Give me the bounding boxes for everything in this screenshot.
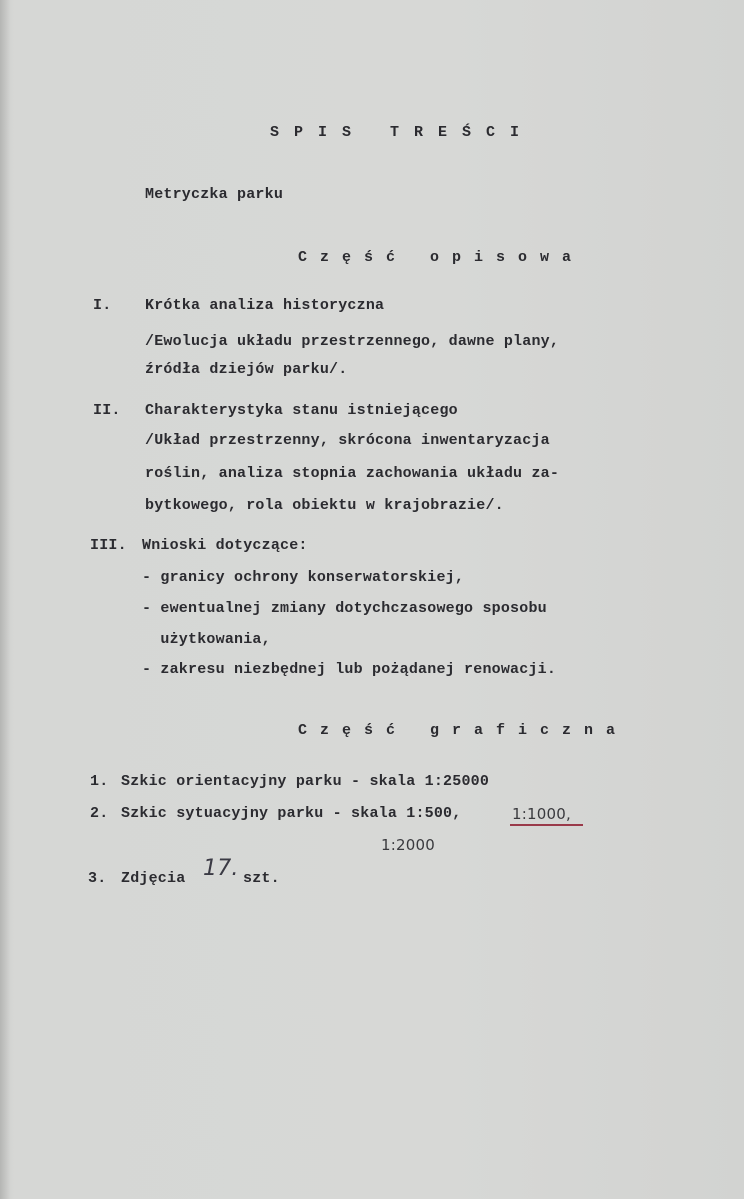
graphic-item-text: Szkic sytuacyjny parku - skala 1:500, bbox=[121, 805, 462, 822]
section-number: II. bbox=[93, 402, 121, 419]
section-line: źródła dziejów parku/. bbox=[145, 361, 348, 378]
section-number: III. bbox=[90, 537, 127, 554]
section-line: Krótka analiza historyczna bbox=[145, 297, 385, 314]
section-line: Charakterystyka stanu istniejącego bbox=[145, 402, 458, 419]
part-graphic-title: C z ę ś ć g r a f i c z n a bbox=[298, 722, 618, 739]
section-line: Wnioski dotyczące: bbox=[142, 537, 308, 554]
section-line: - ewentualnej zmiany dotychczasowego sposobu bbox=[142, 600, 547, 617]
graphic-item-number: 1. bbox=[90, 773, 109, 790]
section-line: - zakresu niezbędnej lub pożądanej renowacji. bbox=[142, 661, 557, 678]
handwritten-count: 17. bbox=[203, 856, 239, 881]
graphic-item-number: 3. bbox=[88, 870, 107, 887]
red-underline bbox=[510, 824, 583, 826]
page-edge-shadow bbox=[0, 0, 10, 1199]
graphic-item-scale-extra: 1:1000, bbox=[512, 805, 571, 823]
graphic-item-scale-extra: 1:2000 bbox=[381, 836, 435, 854]
graphic-item-text: Zdjęcia bbox=[121, 870, 186, 887]
graphic-item-text: Szkic orientacyjny parku - skala 1:25000 bbox=[121, 773, 490, 790]
section-line: użytkowania, bbox=[142, 631, 271, 648]
section-line: bytkowego, rola obiektu w krajobrazie/. bbox=[145, 497, 504, 514]
section-number: I. bbox=[93, 297, 112, 314]
graphic-item-text: szt. bbox=[243, 870, 280, 887]
graphic-item-number: 2. bbox=[90, 805, 109, 822]
section-line: /Ewolucja układu przestrzennego, dawne plany, bbox=[145, 333, 560, 350]
section-line: /Układ przestrzenny, skrócona inwentaryzacja bbox=[145, 432, 550, 449]
page-title: S P I S T R E Ś C I bbox=[270, 124, 523, 141]
part-descriptive-title: C z ę ś ć o p i s o w a bbox=[298, 249, 574, 266]
section-line: roślin, analiza stopnia zachowania układu za- bbox=[145, 465, 560, 482]
metryczka-heading: Metryczka parku bbox=[145, 186, 284, 203]
section-line: - granicy ochrony konserwatorskiej, bbox=[142, 569, 465, 586]
